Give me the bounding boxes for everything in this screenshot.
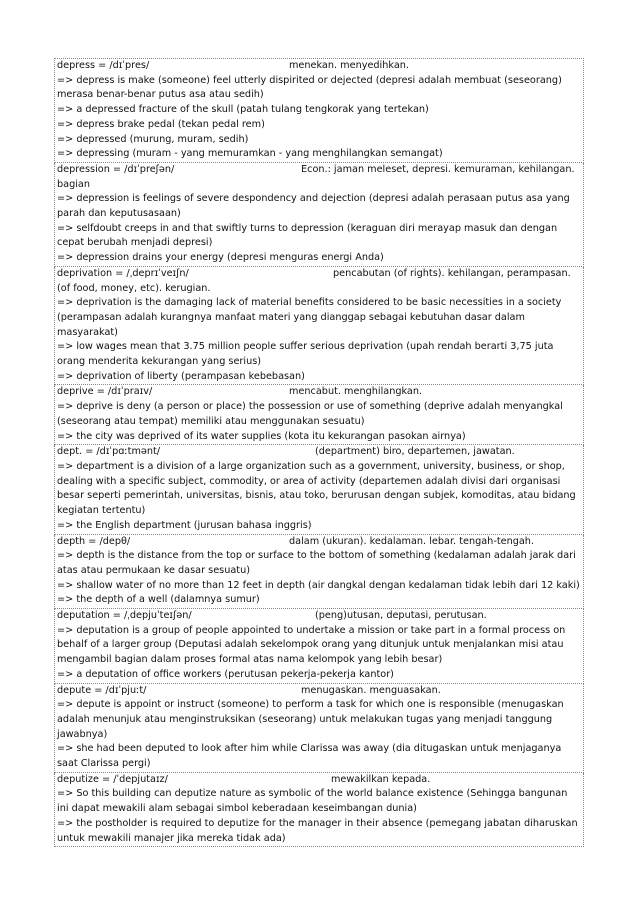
entry-term: depute = /dɪˈpjuːt/ xyxy=(57,684,147,696)
example-line: => the depth of a well (dalamnya sumur) xyxy=(57,594,260,606)
entry-meaning: mencabut. menghilangkan. xyxy=(289,386,423,398)
entry-headword-line xyxy=(57,385,581,400)
example-line: => depression is feelings of severe despondency and dejection (depresi adalah perasaan putus asa yang parah dan keputusasaan) xyxy=(57,193,570,220)
entry-meaning: pencabutan (of rights). kehilangan, perampasan. (of food, money, etc). kerugian. xyxy=(57,267,571,294)
entry-meaning: (peng)utusan, deputasi, perutusan. xyxy=(315,610,487,622)
entry-meaning: menugaskan. menguasakan. xyxy=(301,684,441,696)
example-line: => a depressed fracture of the skull (patah tulang tengkorak yang tertekan) xyxy=(57,104,429,116)
example-line: => depute is appoint or instruct (someone) to perform a task for which one is responsible (menugaskan adalah menunjuk atau menginstruksikan (seseorang) untuk melakukan tugas yang menjadi tanggung jawabnya) xyxy=(57,699,564,740)
example-line: => selfdoubt creeps in and that swiftly turns to depression (keraguan diri merayap masuk dan dengan cepat berubah menjadi depresi) xyxy=(57,222,558,249)
dictionary-entry xyxy=(54,684,584,773)
example-line: => So this building can deputize nature as symbolic of the world balance existence (Sehingga bangunan ini dapat mewakili alam sebagai simbol keberadaan keseimbangan dunia) xyxy=(57,788,568,815)
entry-term: deputize = /ˈdepjutaɪz/ xyxy=(57,773,168,785)
entry-meaning: (department) biro, departemen, jawatan. xyxy=(315,446,515,458)
dictionary-page xyxy=(54,58,584,847)
entry-meaning: menekan. menyedihkan. xyxy=(289,60,409,71)
example-line: => the English department (jurusan bahasa inggris) xyxy=(57,519,312,531)
dictionary-entry xyxy=(54,267,584,386)
entry-term: deprivation = /ˌdeprɪˈveɪʃn/ xyxy=(57,267,189,279)
entry-term: dept. = /dɪˈpɑːtmənt/ xyxy=(57,446,161,458)
entry-term: depression = /dɪˈpreʃən/ xyxy=(57,163,175,175)
example-line: => depth is the distance from the top or surface to the bottom of something (kedalaman adalah jarak dari atas atau permukaan ke dasar sesuatu) xyxy=(57,550,576,576)
entry-headword-line xyxy=(57,445,581,460)
example-line: => depress is make (someone) feel utterly dispirited or dejected (depresi adalah membuat (seseorang) merasa benar-benar putus asa atau sedih) xyxy=(57,74,562,101)
entry-term: depth = /depθ/ xyxy=(57,535,131,547)
entry-headword-line xyxy=(57,535,581,550)
example-line: => deprive is deny (a person or place) the possession or use of something (deprive adalah menyangkal (seseorang atau tempat) memiliki atau menggunakan sesuatu) xyxy=(57,401,563,427)
entry-term: depress = /dɪˈpres/ xyxy=(57,60,150,71)
entry-meaning: dalam (ukuran). kedalaman. lebar. tengah-tengah. xyxy=(289,535,535,547)
entry-headword-line xyxy=(57,163,581,192)
example-line: => deputation is a group of people appointed to undertake a mission or take part in a formal process on behalf of a larger group (Deputasi adalah sekelompok orang yang ditunjuk untuk menjalankan misi atau mengambil bagian dalam proses formal atas nama kelompok yang lebih besar) xyxy=(57,624,566,666)
entry-headword-line xyxy=(57,59,581,74)
example-line: => the city was deprived of its water supplies (kota itu kekurangan pasokan airnya) xyxy=(57,430,466,442)
example-line: => depression drains your energy (depresi menguras energi Anda) xyxy=(57,252,384,264)
entry-headword-line xyxy=(57,267,581,296)
example-line: => department is a division of a large organization such as a government, university, business, or shop, dealing with a specific subject, commodity, or area of activity (departemen adalah divisi dari organisasi besar seperti pemerintah, universitas, bisnis, atau toko, berurusan dengan subjek, komoditas, atau bidang kegiatan tertentu) xyxy=(57,460,576,517)
entry-headword-line xyxy=(57,773,581,788)
example-line: => she had been deputed to look after him while Clarissa was away (dia ditugaskan untuk menjaganya saat Clarissa pergi) xyxy=(57,743,562,770)
example-line: => depressing (muram - yang memuramkan - yang menghilangkan semangat) xyxy=(57,148,443,160)
example-line: => low wages mean that 3.75 million people suffer serious deprivation (upah rendah berarti 3,75 juta orang menderita kekurangan yang serius) xyxy=(57,341,554,368)
entry-meaning: Econ.: jaman meleset, depresi. kemuraman, kehilangan. bagian xyxy=(57,163,575,190)
example-line: => depressed (murung, muram, sedih) xyxy=(57,133,249,145)
example-line: => deprivation of liberty (perampasan kebebasan) xyxy=(57,370,305,382)
entry-term: deputation = /ˌdepjuˈteɪʃən/ xyxy=(57,610,192,622)
entry-headword-line xyxy=(57,609,581,624)
example-line: => depress brake pedal (tekan pedal rem) xyxy=(57,118,265,130)
dictionary-entry xyxy=(54,163,584,267)
example-line: => shallow water of no more than 12 feet in depth (air dangkal dengan kedalaman tidak lebih dari 12 kaki) xyxy=(57,579,580,591)
dictionary-entry xyxy=(54,58,584,163)
entry-headword-line xyxy=(57,684,581,699)
dictionary-entry xyxy=(54,445,584,534)
example-line: => the postholder is required to deputize for the manager in their absence (pemegang jabatan diharuskan untuk mewakili manajer jika mereka tidak ada) xyxy=(57,817,578,844)
dictionary-entry xyxy=(54,609,584,684)
dictionary-entry xyxy=(54,535,584,610)
entry-term: deprive = /dɪˈpraɪv/ xyxy=(57,386,153,398)
entry-meaning: mewakilkan kepada. xyxy=(331,773,431,785)
dictionary-entry xyxy=(54,385,584,445)
example-line: => deprivation is the damaging lack of material benefits considered to be basic necessities in a society (perampasan adalah kurangnya manfaat materi yang dianggap sebagai kebutuhan dasar dalam masyarakat) xyxy=(57,297,562,338)
dictionary-entry xyxy=(54,773,584,848)
example-line: => a deputation of office workers (perutusan pekerja-pekerja kantor) xyxy=(57,668,394,680)
